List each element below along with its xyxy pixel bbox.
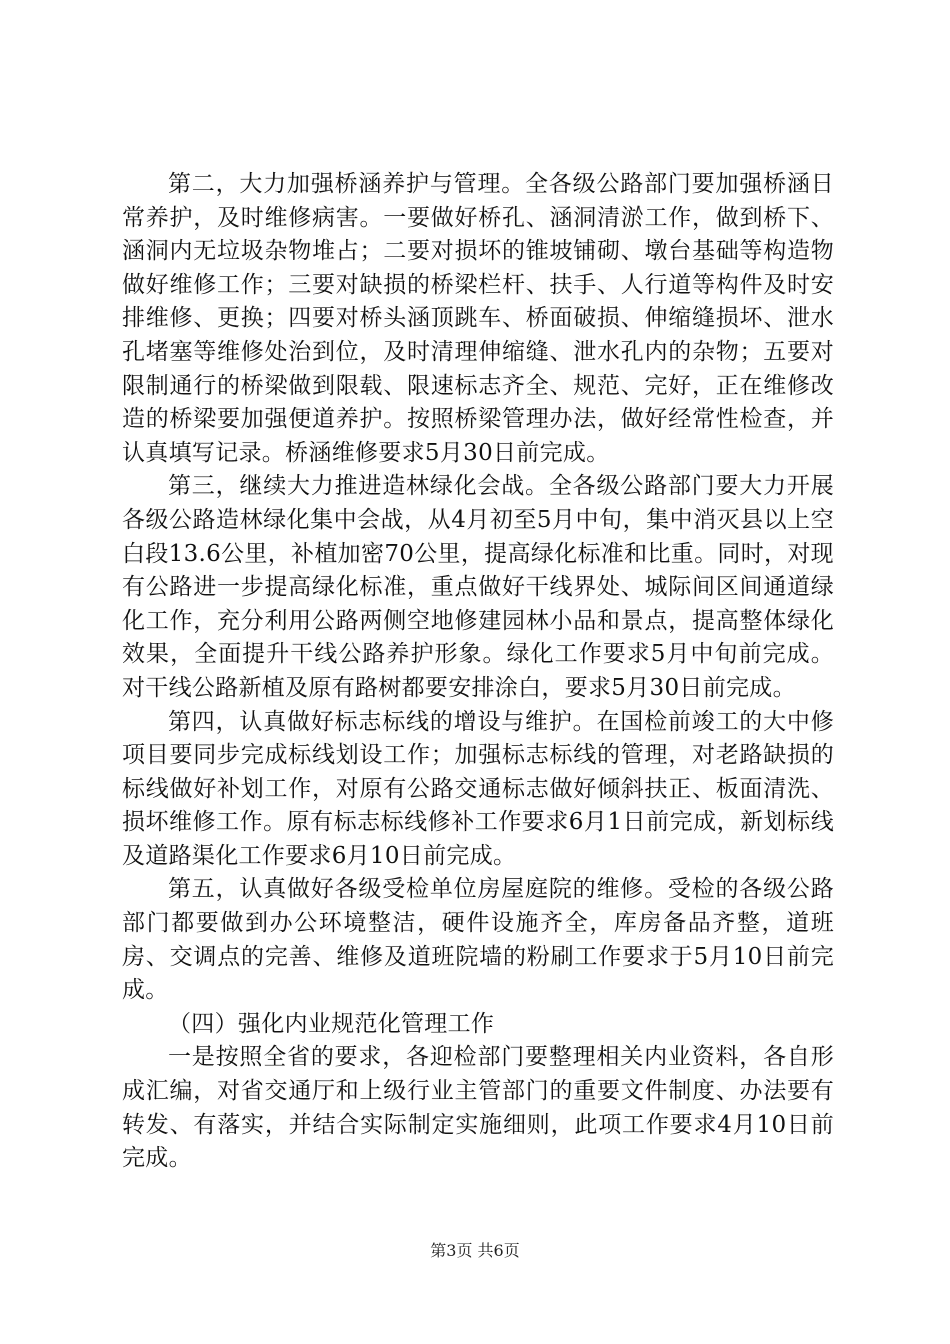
page-footer [0,1241,950,1261]
document-body [122,168,834,1176]
paragraph-bridge-maintenance: 第二，大力加强桥涵养护与管理。全各级公路部门要加强桥涵日常养护，及时维修病害。一要做好桥孔、涵洞清淤工作，做到桥下、涵洞内无垃圾杂物堆占；二要对损坏的锥坡铺砌、墩台基础等构造物做好维修工作；三要对缺损的桥梁栏杆、扶手、人行道等构件及时安排维修、更换；四要对桥头涵顶跳车、桥面破损、伸缩缝损坏、泄水孔堵塞等维修处治到位，及时清理伸缩缝、泄水孔内的杂物；五要对限制通行的桥梁做到限载、限速标志齐全、规范、完好，正在维修改造的桥梁要加强便道养护。按照桥梁管理办法，做好经常性检查，并认真填写记录。桥涵维修要求5月30日前完成。 [122,171,834,466]
paragraph-internal-management: 一是按照全省的要求，各迎检部门要整理相关内业资料，各自形成汇编，对省交通厅和上级行业主管部门的重要文件制度、办法要有转发、有落实，并结合实际制定实施细则，此项工作要求4月10日前完成。 [122,1044,834,1172]
paragraph-building-repair: 第五，认真做好各级受检单位房屋庭院的维修。受检的各级公路部门都要做到办公环境整洁，硬件设施齐全，库房备品齐整，道班房、交调点的完善、维修及道班院墙的粉刷工作要求于5月10日前完成。 [122,876,834,1004]
paragraph-afforestation: 第三，继续大力推进造林绿化会战。全各级公路部门要大力开展各级公路造林绿化集中会战，从4月初至5月中旬，集中消灭县以上空白段13.6公里，补植加密70公里，提高绿化标准和比重。同时，对现有公路进一步提高绿化标准，重点做好干线界处、城际间区间通道绿化工作，充分利用公路两侧空地修建园林小品和景点，提高整体绿化效果，全面提升干线公路养护形象。绿化工作要求5月中旬前完成。对干线公路新植及原有路树都要安排涂白，要求5月30日前完成。 [122,473,834,701]
paragraph-signs-markings: 第四，认真做好标志标线的增设与维护。在国检前竣工的大中修项目要同步完成标线划设工作；加强标志标线的管理，对老路缺损的标线做好补划工作，对原有公路交通标志做好倾斜扶正、板面清洗、损坏维修工作。原有标志标线修补工作要求6月1日前完成，新划标线及道路渠化工作要求6月10日前完成。 [122,708,834,869]
section-heading: （四）强化内业规范化管理工作 [168,1010,495,1037]
page-number: 第3页 共6页 [430,1241,520,1260]
